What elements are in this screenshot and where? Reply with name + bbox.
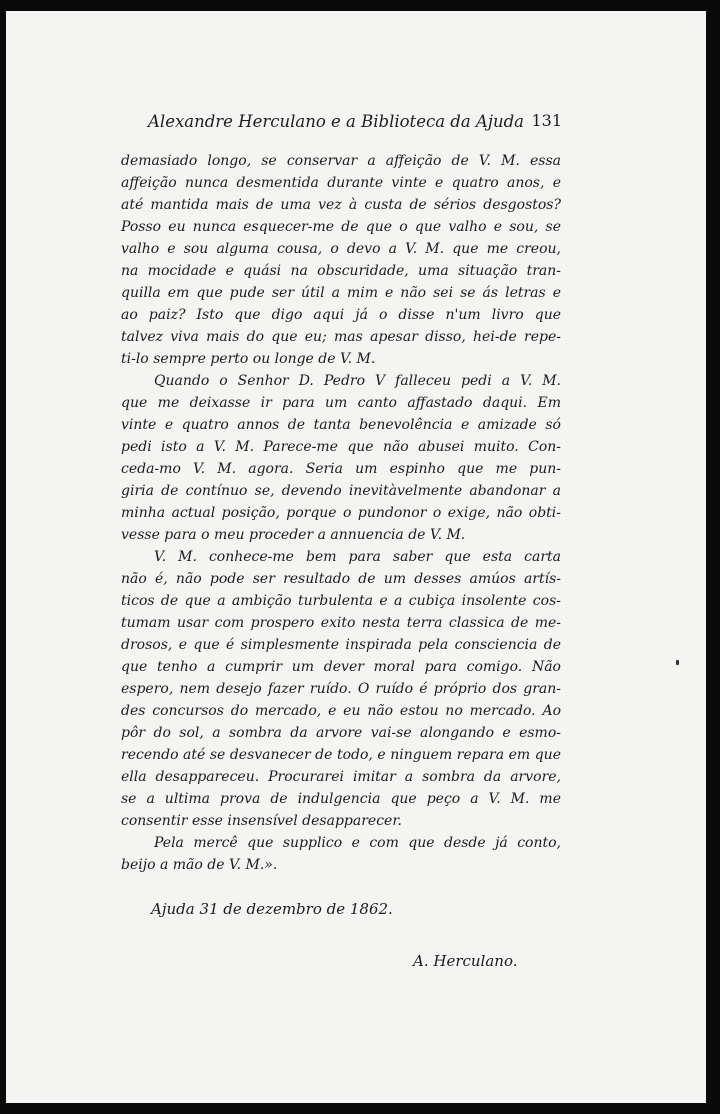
text-line: talvez viva mais do que eu; mas apesar disso, hei-de repe- [121,329,561,345]
text-line: consentir esse insensível desapparecer. [121,813,402,829]
text-line: affeição nunca desmentida durante vinte e quatro anos, e [121,175,561,191]
text-line: drosos, e que é simplesmente inspirada pela consciencia de [121,637,561,653]
text-line: na mocidade e quási na obscuridade, uma situação tran- [121,263,561,279]
letter-body [121,150,561,876]
text-line: ao paiz? Isto que digo aqui já o disse n'um livro que [121,307,561,323]
text-line: que me deixasse ir para um canto affastado daqui. Em [121,395,561,411]
text-line: ella desappareceu. Procurarei imitar a sombra da arvore, [121,769,561,785]
page-header [148,112,562,131]
text-line: ticos de que a ambição turbulenta e a cubiça insolente cos- [121,593,561,609]
letter-signature: A. Herculano. [413,952,518,970]
text-line: valho e sou alguma cousa, o devo a V. M. que me creou, [121,241,561,257]
text-line: pôr do sol, a sombra da arvore vai-se alongando e esmo- [121,725,561,741]
scan-speck [676,660,679,665]
letter-date: Ajuda 31 de dezembro de 1862. [151,900,393,918]
text-line: demasiado longo, se conservar a affeição de V. M. essa [121,153,561,169]
text-line: tumam usar com prospero exito nesta terra classica de me- [121,615,561,631]
text-line: Quando o Senhor D. Pedro V falleceu pedi a V. M. [154,373,561,389]
text-line: vesse para o meu proceder a annuencia de V. M. [121,527,466,543]
text-line: vinte e quatro annos de tanta benevolência e amizade só [121,417,561,433]
book-page [6,11,706,1103]
text-line: recendo até se desvanecer de todo, e ninguem repara em que [121,747,561,763]
text-line: pedi isto a V. M. Parece-me que não abusei muito. Con- [121,439,561,455]
text-line: giria de contínuo se, devendo inevitàvelmente abandonar a [121,483,561,499]
text-line: não é, não pode ser resultado de um desses amúos artís- [121,571,561,587]
running-title: Alexandre Herculano e a Biblioteca da Ajuda [148,112,524,131]
text-line: quilla em que pude ser útil a mim e não sei se ás letras e [121,285,561,301]
text-line: des concursos do mercado, e eu não estou no mercado. Ao [121,703,561,719]
text-line: espero, nem desejo fazer ruído. O ruído é próprio dos gran- [121,681,561,697]
text-line: Pela mercê que supplico e com que desde já conto, [154,835,561,851]
text-line: até mantida mais de uma vez à custa de sérios desgostos? [121,197,561,213]
text-line: ti-lo sempre perto ou longe de V. M. [121,351,376,367]
page-number: 131 [531,111,562,130]
text-line: ceda-mo V. M. agora. Seria um espinho que me pun- [121,461,561,477]
text-line: beijo a mão de V. M.». [121,857,278,873]
text-line: Posso eu nunca esquecer-me de que o que valho e sou, se [121,219,561,235]
text-line: que tenho a cumprir um dever moral para comigo. Não [121,659,561,675]
text-line: V. M. conhece-me bem para saber que esta carta [154,549,561,565]
text-line: minha actual posição, porque o pundonor o exige, não obti- [121,505,561,521]
text-line: se a ultima prova de indulgencia que peço a V. M. me [121,791,561,807]
